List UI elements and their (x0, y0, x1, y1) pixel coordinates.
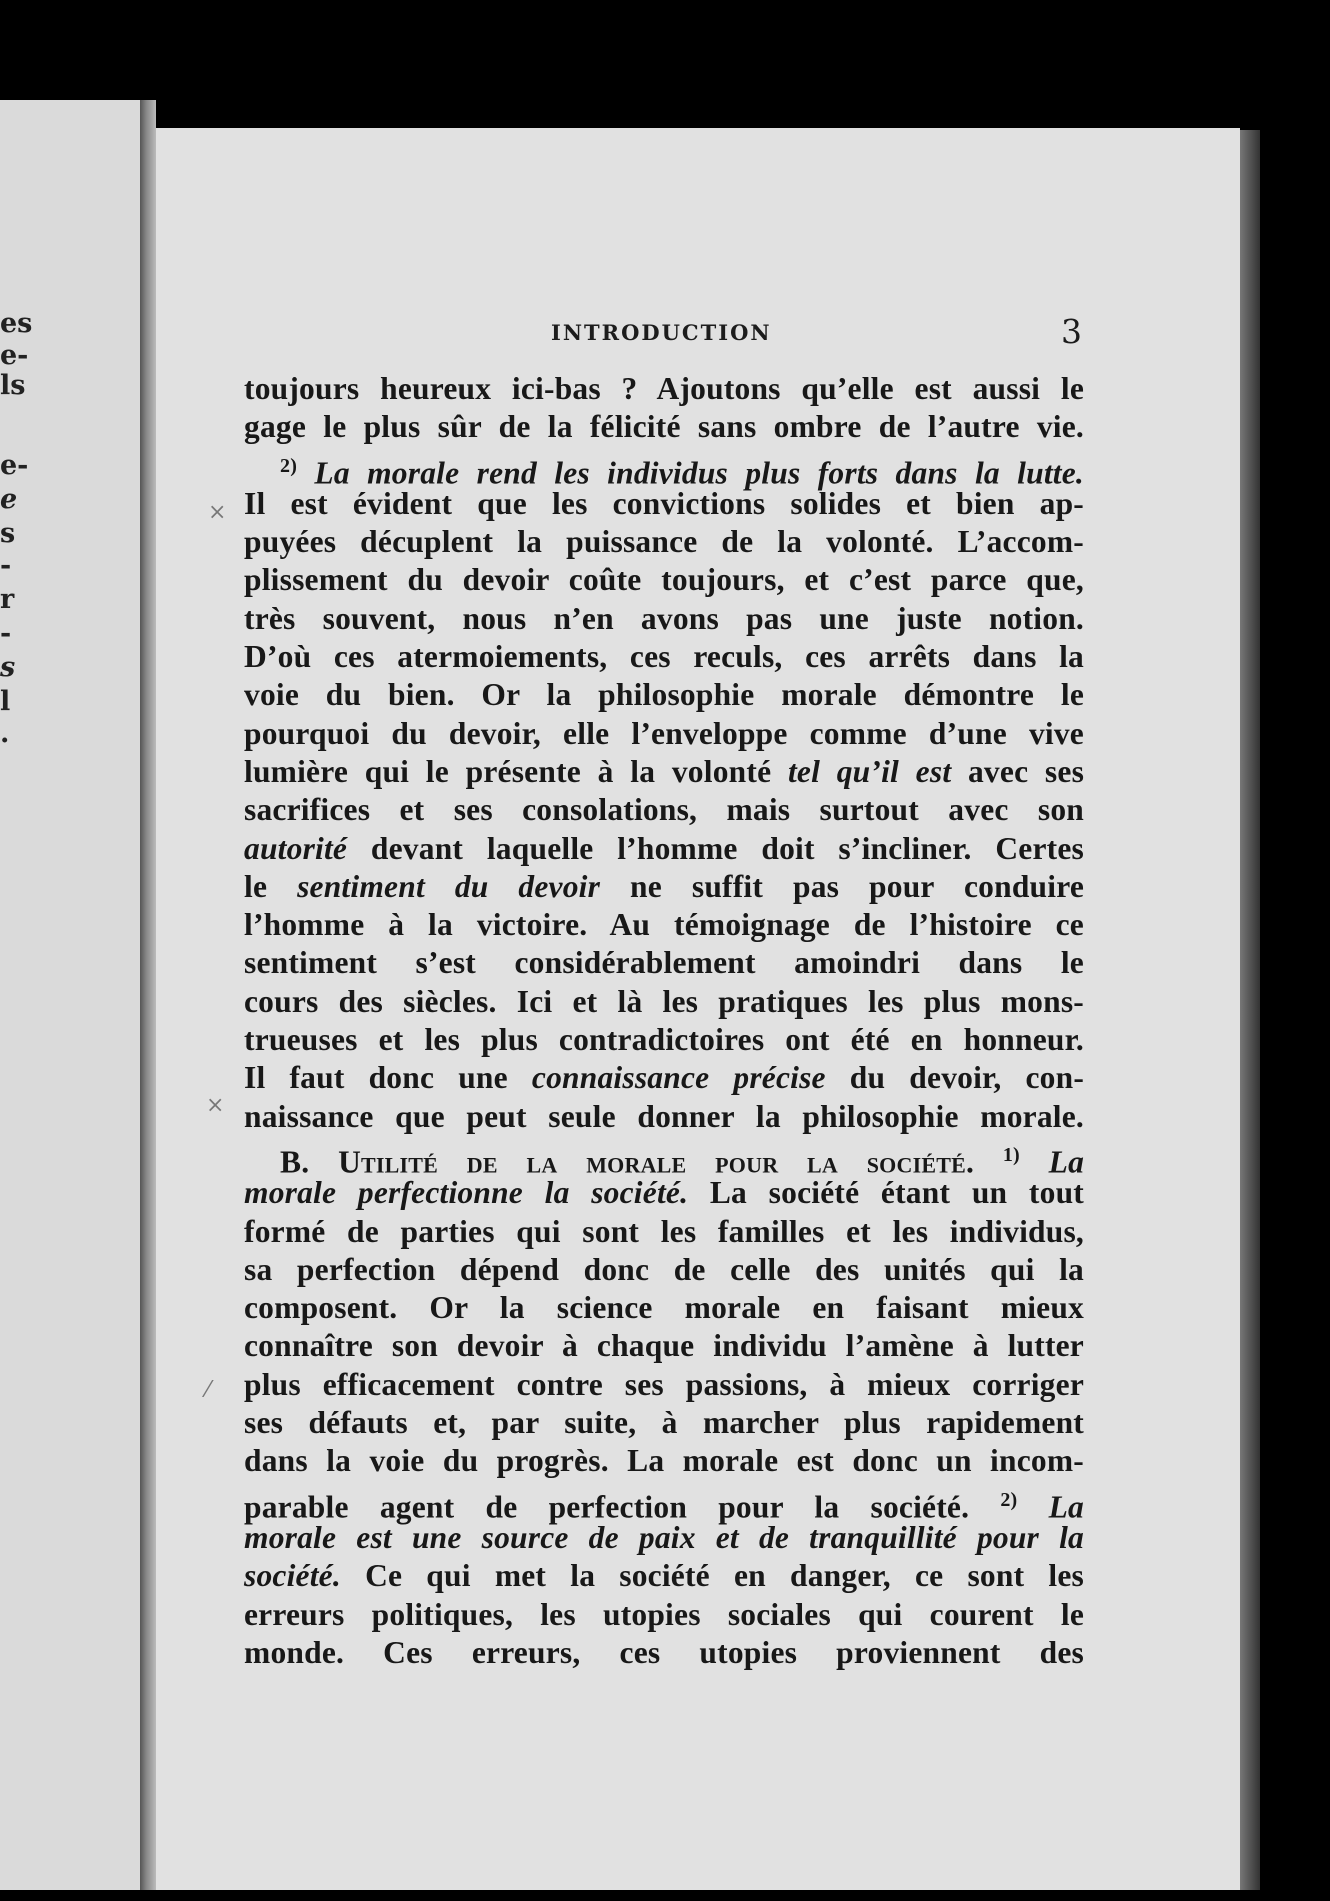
text-run: parable agent de perfection pour la société. (244, 1489, 970, 1525)
text-line: naissance que peut seule donner la philosophie morale. (244, 1098, 1084, 1134)
text-run: avec ses (967, 753, 1085, 789)
text-run: Ce qui met la société en danger, ce sont les (365, 1558, 1084, 1594)
text-line (244, 1519, 1084, 1557)
section-heading-line (244, 1136, 1085, 1180)
facing-page-fragment (0, 100, 148, 1890)
facing-page-text: s (0, 518, 16, 549)
text-line: D’où ces atermoiements, ces reculs, ces arrêts dans la (244, 639, 1084, 675)
text-line: erreurs politiques, les utopies sociales qui courent le (244, 1596, 1084, 1632)
running-title: INTRODUCTION (551, 320, 772, 345)
italic-phrase: morale est une source de paix et de tranquillité pour la (244, 1519, 1084, 1555)
text-line (244, 868, 1084, 906)
text-line (244, 1481, 1084, 1525)
text-line: l’homme à la victoire. Au témoignage de l’histoire ce (244, 907, 1084, 943)
page-edge-shadow (1240, 130, 1260, 1890)
facing-page-text: l (0, 686, 11, 717)
body-text (244, 370, 1084, 1672)
text-line (244, 830, 1084, 868)
text-line: trueuses et les plus contradictoires ont été en honneur. (244, 1022, 1084, 1058)
italic-phrase: La (1048, 1489, 1084, 1525)
facing-page-text: - (0, 618, 12, 649)
margin-annotation-mark: ⁄ (206, 1378, 210, 1403)
text-line: connaître son devoir à chaque individu l’amène à lutter (244, 1328, 1084, 1364)
text-line: cours des siècles. Ici et là les pratiques les plus mons- (244, 983, 1084, 1019)
text-line: plus efficacement contre ses passions, à mieux corriger (244, 1366, 1084, 1402)
text-run: lumière qui le présente à la volonté (244, 753, 772, 789)
note-number: 2) (1000, 1488, 1018, 1511)
text-line: composent. Or la science morale en faisant mieux (244, 1290, 1084, 1326)
facing-page-text: e- (0, 340, 29, 371)
facing-page-text: r (0, 584, 15, 615)
section-heading: Utilité de la morale pour la société. (338, 1144, 975, 1180)
facing-page-text: es (0, 308, 33, 339)
book-spine (140, 100, 156, 1890)
text-line: très souvent, nous n’en avons pas une juste notion. (244, 600, 1084, 636)
page-number: 3 (1061, 312, 1082, 351)
facing-page-text: e- (0, 450, 29, 481)
text-run: du devoir, con- (849, 1060, 1085, 1096)
text-line: voie du bien. Or la philosophie morale démontre le (244, 677, 1084, 713)
text-line: plissement du devoir coûte toujours, et c’est parce que, (244, 562, 1084, 598)
text-line: puyées décuplent la puissance de la volonté. L’accom- (244, 524, 1084, 560)
text-run: Il faut donc une (244, 1060, 508, 1096)
text-line: sentiment s’est considérablement amoindri dans le (244, 945, 1084, 981)
text-line (244, 447, 1085, 491)
margin-annotation-mark: × (208, 500, 227, 525)
text-line (244, 1557, 1084, 1595)
text-line: formé de parties qui sont les familles et les individus, (244, 1213, 1084, 1249)
facing-page-text: . (0, 718, 10, 749)
text-line: sa perfection dépend donc de celle des unités qui la (244, 1251, 1084, 1287)
text-line: gage le plus sûr de la félicité sans ombre de l’autre vie. (244, 409, 1084, 445)
section-letter: B. (280, 1144, 310, 1180)
italic-phrase: sentiment du devoir (297, 868, 601, 904)
text-line (244, 1174, 1084, 1212)
italic-phrase: autorité (244, 830, 348, 866)
note-number: 1) (1002, 1143, 1020, 1166)
text-run: devant laquelle l’homme doit s’incliner. Certes (370, 830, 1084, 866)
text-run: ne suffit pas pour conduire (630, 868, 1085, 904)
text-line: pourquoi du devoir, elle l’enveloppe comme d’une vive (244, 715, 1084, 751)
text-run: le (244, 868, 268, 904)
facing-page-text: e (0, 484, 18, 515)
italic-phrase: société. (244, 1558, 341, 1594)
text-line: ses défauts et, par suite, à marcher plus rapidement (244, 1405, 1084, 1441)
italic-phrase: connaissance précise (531, 1060, 826, 1096)
italic-phrase: La (1048, 1144, 1085, 1180)
italic-phrase: La morale rend les individus plus forts dans la lutte. (314, 455, 1085, 491)
text-line: Il est évident que les convictions solides et bien ap- (244, 485, 1084, 521)
italic-phrase: morale perfectionne la société. (244, 1175, 689, 1211)
facing-page-text: s (0, 652, 16, 683)
text-line: monde. Ces erreurs, ces utopies proviennent des (244, 1634, 1084, 1670)
note-number: 2) (280, 454, 298, 477)
text-line: toujours heureux ici-bas ? Ajoutons qu’elle est aussi le (244, 371, 1084, 406)
text-line (244, 1059, 1084, 1097)
facing-page-text: - (0, 550, 12, 581)
margin-annotation-mark: × (206, 1093, 225, 1118)
text-line: sacrifices et ses consolations, mais surtout avec son (244, 792, 1084, 828)
text-run: La société étant un tout (709, 1175, 1084, 1211)
book-page (156, 128, 1240, 1890)
text-line: dans la voie du progrès. La morale est donc un incom- (244, 1443, 1084, 1479)
italic-phrase: tel qu’il est (787, 753, 952, 789)
facing-page-text: ls (0, 370, 26, 401)
text-line (244, 753, 1084, 791)
